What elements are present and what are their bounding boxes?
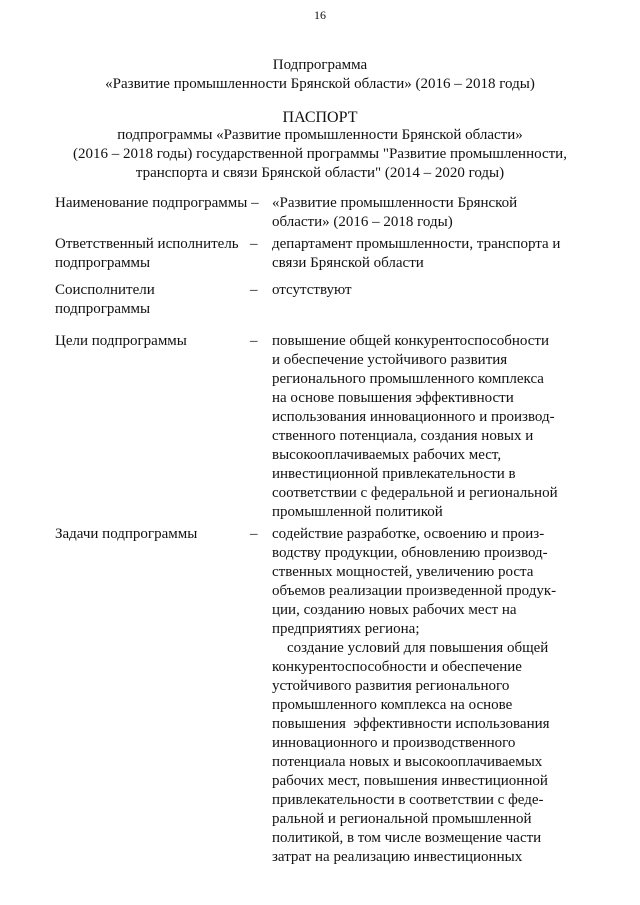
row-label	[55, 281, 245, 319]
row-value-line: связи Брянской области	[272, 255, 424, 271]
row-value-line: конкурентоспособности и обеспечение	[272, 659, 522, 675]
row-value	[272, 525, 572, 867]
row-value-line: на основе повышения эффективности	[272, 390, 514, 406]
row-label-line: Наименование подпрограммы –	[55, 195, 259, 211]
row-value-line: соответствии с федеральной и региональной	[272, 485, 558, 501]
row-value-line: политикой, в том числе возмещение части	[272, 830, 542, 846]
row-label-line: подпрограммы	[55, 255, 151, 271]
row-value	[272, 235, 572, 273]
row-value-line: области» (2016 – 2018 годы)	[272, 214, 453, 230]
row-dash: –	[250, 282, 258, 298]
row-value	[272, 194, 572, 232]
row-value	[272, 332, 572, 522]
passport-subtitle	[0, 126, 640, 183]
row-label	[55, 235, 245, 273]
row-label	[55, 194, 259, 213]
row-value-line: создание условий для повышения общей	[272, 640, 549, 656]
row-label	[55, 525, 245, 544]
row-value-line: ральной и региональной промышленной	[272, 811, 532, 827]
row-label-line: Соисполнители	[55, 282, 155, 298]
row-label-line: Задачи подпрограммы	[55, 526, 198, 542]
row-value-line: инновационного и производственного	[272, 735, 516, 751]
row-value-line: департамент промышленности, транспорта и	[272, 236, 561, 252]
row-value-line: потенциала новых и высокооплачиваемых	[272, 754, 543, 770]
row-value-line: содействие разработке, освоению и произ-	[272, 526, 545, 542]
row-value-line: повышения эффективности использования	[272, 716, 550, 732]
passport-subtitle-line1: подпрограммы «Развитие промышленности Брянской области»	[117, 127, 523, 143]
row-value-line: высокооплачиваемых рабочих мест,	[272, 447, 502, 463]
row-dash: –	[250, 333, 258, 349]
row-value-line: устойчивого развития регионального	[272, 678, 510, 694]
subprogram-heading-line2: «Развитие промышленности Брянской области» (2016 – 2018 годы)	[105, 76, 535, 92]
row-value-line: использования инновационного и производ-	[272, 409, 555, 425]
row-value-line: отсутствуют	[272, 282, 352, 298]
row-value-line: промышленного комплекса на основе	[272, 697, 513, 713]
row-value-line: ственного потенциала, создания новых и	[272, 428, 534, 444]
row-label-line: Цели подпрограммы	[55, 333, 187, 349]
passport-subtitle-line2: (2016 – 2018 годы) государственной программы "Развитие промышленности,	[73, 146, 567, 162]
row-label-line: Ответственный исполнитель	[55, 236, 239, 252]
row-value	[272, 281, 572, 300]
row-value-line: регионального промышленного комплекса	[272, 371, 544, 387]
row-value-line: объемов реализации произведенной продук-	[272, 583, 557, 599]
passport-title: ПАСПОРТ	[282, 109, 358, 126]
row-value-line: привлекательности в соответствии с феде-	[272, 792, 544, 808]
row-label	[55, 332, 245, 351]
row-value-line: повышение общей конкурентоспособности	[272, 333, 550, 349]
row-value-line: рабочих мест, повышения инвестиционной	[272, 773, 548, 789]
row-value-line: «Развитие промышленности Брянской	[272, 195, 518, 211]
row-value-line: промышленной политикой	[272, 504, 443, 520]
subprogram-heading-line1: Подпрограмма	[272, 57, 368, 73]
row-value-line: предприятиях региона;	[272, 621, 420, 637]
row-dash: –	[250, 236, 258, 252]
row-label-line: подпрограммы	[55, 301, 151, 317]
row-value-line: ции, созданию новых рабочих мест на	[272, 602, 517, 618]
row-value-line: затрат на реализацию инвестиционных	[272, 849, 523, 865]
subprogram-heading	[0, 56, 640, 94]
row-dash: –	[250, 526, 258, 542]
row-value-line: ственных мощностей, увеличению роста	[272, 564, 534, 580]
row-value-line: водству продукции, обновлению производ-	[272, 545, 548, 561]
passport-subtitle-line3: транспорта и связи Брянской области" (2014 – 2020 годы)	[135, 165, 505, 181]
row-value-line: и обеспечение устойчивого развития	[272, 352, 508, 368]
row-value-line: инвестиционной привлекательности в	[272, 466, 516, 482]
page-number: 16	[314, 8, 326, 22]
